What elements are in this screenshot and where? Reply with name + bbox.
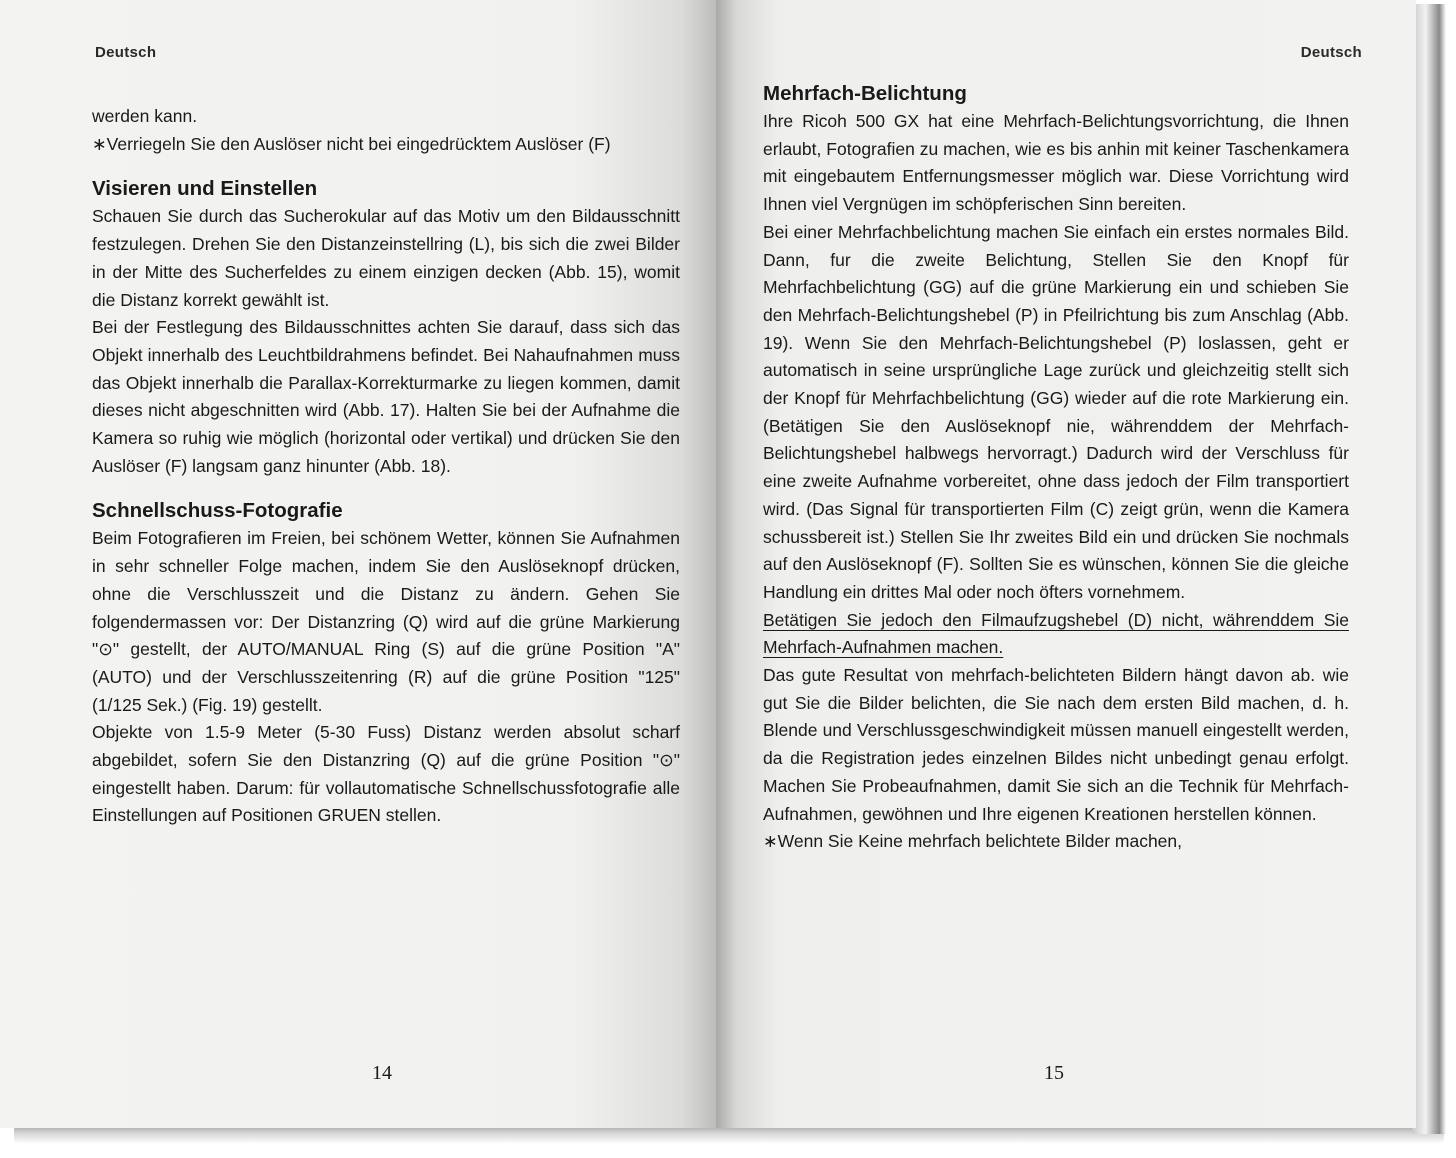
left-page-body (92, 103, 680, 830)
note-line: ∗Wenn Sie Keine mehrfach belichtete Bilder machen, (763, 831, 1183, 852)
paragraph: Objekte von 1.5-9 Meter (5-30 Fuss) Distanz werden absolut scharf abgebildet, sofern Sie den Distanzring (Q) auf die grüne Position "⊙" eingestellt haben. Darum: für vollautomatische Schnellschussfotografie alle Einstellungen auf Positionen GRUEN stellen. (92, 722, 680, 826)
paragraph: Beim Fotografieren im Freien, bei schönem Wetter, können Sie Aufnahmen in sehr schneller Folge machen, indem Sie den Auslöseknopf drücken, ohne die Verschlusszeit und die Distanz zu ändern. Gehen Sie folgendermassen vor: Der Distanzring (Q) wird auf die grüne Markierung "⊙" gestellt, der AUTO/MANUAL Ring (S) auf die grüne Position "A" (AUTO) und der Verschlusszeitenring (R) auf die grüne Position "125" (1/125 Sek.) (Fig. 19) gestellt. (92, 528, 680, 715)
page-number: 15 (1044, 1062, 1064, 1084)
paragraph: Ihre Ricoh 500 GX hat eine Mehrfach-Belichtungsvorrichtung, die Ihnen erlaubt, Fotografien zu machen, wie es bis anhin mit keiner Taschenkamera mit eingebautem Entfernungsmesser möglich war. Diese Vorrichtung wird Ihnen viel Vergnügen im schöpferischen Sinn bereiten. (763, 111, 1349, 215)
underlined-warning: Betätigen Sie jedoch den Filmaufzugshebel (D) nicht, währenddem Sie Mehrfach-Aufnahmen machen. (763, 609, 1349, 658)
running-head: Deutsch (1300, 44, 1362, 61)
paragraph: Bei einer Mehrfachbelichtung machen Sie einfach ein erstes normales Bild. Dann, fur die zweite Belichtung, Stellen Sie den Knopf für Mehrfachbelichtung (GG) auf die grüne Markierung ein und schieben Sie den Mehrfach-Belichtungshebel (P) in Pfeilrichtung bis zum Anschlag (Abb. 19). Wenn Sie den Mehrfach-Belichtungshebel (P) loslassen, geht er automatisch in seine ursprüngliche Lage zurück und gleichzeitig stellt sich der Knopf für Mehrfachbelichtung (GG) wieder auf die rote Markierung ein. (Betätigen Sie den Auslöseknopf nie, währenddem der Mehrfach-Belichtungshebel halbwegs hervorragt.) Dadurch wird der Verschluss für eine zweite Aufnahme vorbereitet, ohne dass jedoch der Film transportiert wird. (Das Signal für transportierten Film (C) zeigt grün, wenn die Kamera schussbereit ist.) Stellen Sie Ihr zweites Bild ein und drücken Sie nochmals auf den Auslöseknopf (F). Sollten Sie es wünschen, können Sie die gleiche Handlung ein drittes Mal oder noch öfters vornehmem. (763, 221, 1349, 602)
right-page-body (763, 79, 1349, 856)
page-number: 14 (372, 1062, 392, 1084)
paragraph: Schauen Sie durch das Sucherokular auf das Motiv um den Bildausschnitt festzulegen. Drehen Sie den Distanzeinstellring (L), bis sich die zwei Bilder in der Mitte des Sucherfeldes zu einem einzigen decken (Abb. 15), womit die Distanz korrekt gewählt ist. (92, 206, 680, 310)
paragraph: Das gute Resultat von mehrfach-belichteten Bildern hängt davon ab. wie gut Sie die Bilder belichten, die Sie nach dem ersten Bild machen, d. h. Blende und Verschlussgeschwindigkeit müssen manuell eingestellt werden, da die Registration jedes einzelnen Bildes nicht unbedingt genau erfolgt. Machen Sie Probeaufnahmen, damit Sie sich an die Technik für Mehrfach-Aufnahmen, gewöhnen und Ihre eigenen Kreationen herstellen können. (763, 665, 1349, 824)
book-page-edges (1412, 4, 1446, 1134)
intro-line: werden kann. (92, 106, 198, 126)
right-page (716, 0, 1416, 1128)
left-page (0, 0, 716, 1128)
section-heading-schnellschuss: Schnellschuss-Fotografie (92, 499, 343, 523)
section-heading-mehrfach: Mehrfach-Belichtung (763, 82, 967, 105)
running-head: Deutsch (95, 44, 157, 61)
section-heading-visieren: Visieren und Einstellen (92, 177, 318, 201)
paragraph: Bei der Festlegung des Bildausschnittes achten Sie darauf, dass sich das Objekt innerhalb des Leuchtbildrahmens befindet. Bei Nahaufnahmen muss das Objekt innerhalb die Parallax-Korrekturmarke zu liegen kommen, damit dieses nicht abgeschnitten wird (Abb. 17). Halten Sie bei der Aufnahme die Kamera so ruhig wie möglich (horizontal oder vertikal) und drücken Sie den Auslöser (F) langsam ganz hinunter (Abb. 18). (92, 317, 680, 476)
note-line: ∗Verriegeln Sie den Auslöser nicht bei eingedrücktem Auslöser (F) (92, 133, 611, 154)
